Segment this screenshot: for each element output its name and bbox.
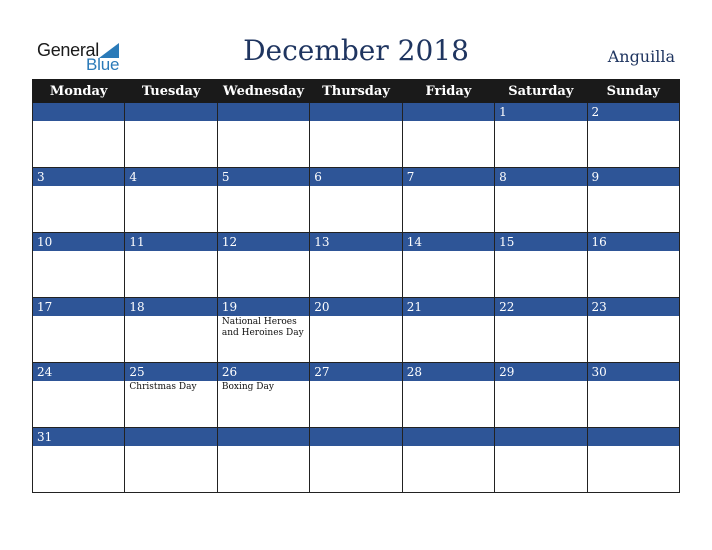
day-cell[interactable] [217,168,309,233]
holiday-label [218,446,309,447]
day-cell[interactable] [217,103,309,168]
holiday-label [403,121,494,122]
day-cell[interactable] [587,103,679,168]
day-number: 25 [125,363,216,381]
day-cell[interactable] [125,428,217,493]
day-number: 15 [495,233,586,251]
holiday-label [495,316,586,317]
day-number [125,428,216,446]
calendar-region: Anguilla [607,47,675,66]
day-cell[interactable] [125,103,217,168]
holiday-label [310,446,401,447]
holiday-label [33,381,124,382]
day-number: 29 [495,363,586,381]
holiday-label [310,251,401,252]
holiday-label [495,381,586,382]
weekday-header: Saturday [495,80,587,103]
holiday-label [33,251,124,252]
holiday-label [218,186,309,187]
holiday-label [403,381,494,382]
week-row [33,363,680,428]
day-cell[interactable] [33,103,125,168]
day-number: 7 [403,168,494,186]
day-cell[interactable] [33,233,125,298]
day-number [218,428,309,446]
holiday-label [588,251,679,252]
calendar-grid [32,79,680,493]
day-cell[interactable] [495,298,587,363]
day-number: 18 [125,298,216,316]
day-cell[interactable] [587,233,679,298]
day-number [403,103,494,121]
logo-text-blue: Blue [86,55,120,74]
holiday-label [495,186,586,187]
holiday-label: Christmas Day [129,382,197,392]
day-cell[interactable] [125,363,217,428]
week-row [33,298,680,363]
day-number: 10 [33,233,124,251]
day-number: 17 [33,298,124,316]
day-cell[interactable] [310,428,402,493]
weekday-header: Wednesday [217,80,309,103]
day-cell[interactable] [125,298,217,363]
weekday-header: Thursday [310,80,402,103]
holiday-label [125,251,216,252]
holiday-label [125,446,216,447]
day-cell[interactable] [495,233,587,298]
day-cell[interactable] [33,428,125,493]
calendar-title: December 2018 [243,34,469,67]
holiday-label [33,446,124,447]
day-number: 21 [403,298,494,316]
day-number: 19 [218,298,309,316]
day-number: 4 [125,168,216,186]
week-row [33,168,680,233]
day-cell[interactable] [587,363,679,428]
day-cell[interactable] [402,233,494,298]
day-cell[interactable] [310,168,402,233]
holiday-label [218,251,309,252]
holiday-label [403,251,494,252]
holiday-label [403,316,494,317]
week-row [33,428,680,493]
day-number [310,103,401,121]
holiday-label [33,121,124,122]
day-cell[interactable] [495,363,587,428]
weekday-header: Monday [33,80,125,103]
holiday-label [310,121,401,122]
day-cell[interactable] [310,298,402,363]
holiday-label [588,121,679,122]
holiday-label [588,316,679,317]
day-cell[interactable] [402,363,494,428]
day-cell[interactable] [402,298,494,363]
logo-text-general: General [37,40,99,60]
weekday-header: Sunday [587,80,679,103]
day-number: 24 [33,363,124,381]
holiday-label [310,381,401,382]
day-number: 20 [310,298,401,316]
holiday-label [125,316,216,317]
day-cell[interactable] [402,428,494,493]
day-number: 6 [310,168,401,186]
day-cell[interactable] [310,363,402,428]
day-number: 11 [125,233,216,251]
day-cell[interactable] [125,233,217,298]
day-cell[interactable] [495,103,587,168]
day-cell[interactable] [310,103,402,168]
day-number: 27 [310,363,401,381]
day-cell[interactable] [587,298,679,363]
holiday-label: Boxing Day [221,382,274,392]
day-number: 9 [588,168,679,186]
day-number: 12 [218,233,309,251]
holiday-label [495,251,586,252]
holiday-label [33,186,124,187]
day-cell[interactable] [33,168,125,233]
day-number: 23 [588,298,679,316]
day-number: 22 [495,298,586,316]
day-number [218,103,309,121]
holiday-label [588,186,679,187]
week-row [33,233,680,298]
day-number: 2 [588,103,679,121]
day-cell[interactable] [217,428,309,493]
day-number [588,428,679,446]
day-cell[interactable] [217,363,309,428]
day-cell[interactable] [33,363,125,428]
day-cell[interactable] [587,168,679,233]
weekday-header-row [33,80,680,103]
day-cell[interactable] [402,168,494,233]
holiday-label [495,121,586,122]
day-number: 13 [310,233,401,251]
holiday-label [310,186,401,187]
day-number [403,428,494,446]
day-number: 14 [403,233,494,251]
day-number: 1 [495,103,586,121]
holiday-label [125,186,216,187]
day-cell[interactable] [402,103,494,168]
day-cell[interactable] [495,168,587,233]
day-number [125,103,216,121]
holiday-label [403,186,494,187]
day-cell[interactable] [310,233,402,298]
holiday-label: National Heroes and Heroines Day [221,317,304,338]
day-number: 30 [588,363,679,381]
day-cell[interactable] [217,298,309,363]
day-number [495,428,586,446]
day-number [33,103,124,121]
day-cell[interactable] [125,168,217,233]
day-cell[interactable] [33,298,125,363]
week-row [33,103,680,168]
holiday-label [125,121,216,122]
day-cell[interactable] [217,233,309,298]
holiday-label [310,316,401,317]
holiday-label [218,121,309,122]
day-cell[interactable] [495,428,587,493]
holiday-label [495,446,586,447]
weekday-header: Tuesday [125,80,217,103]
holiday-label [588,381,679,382]
day-number: 31 [33,428,124,446]
weekday-header: Friday [402,80,494,103]
day-number: 8 [495,168,586,186]
day-number: 26 [218,363,309,381]
holiday-label [33,316,124,317]
holiday-label [403,446,494,447]
day-number: 5 [218,168,309,186]
day-number: 28 [403,363,494,381]
day-number [310,428,401,446]
day-number: 16 [588,233,679,251]
holiday-label [588,446,679,447]
day-cell[interactable] [587,428,679,493]
day-number: 3 [33,168,124,186]
